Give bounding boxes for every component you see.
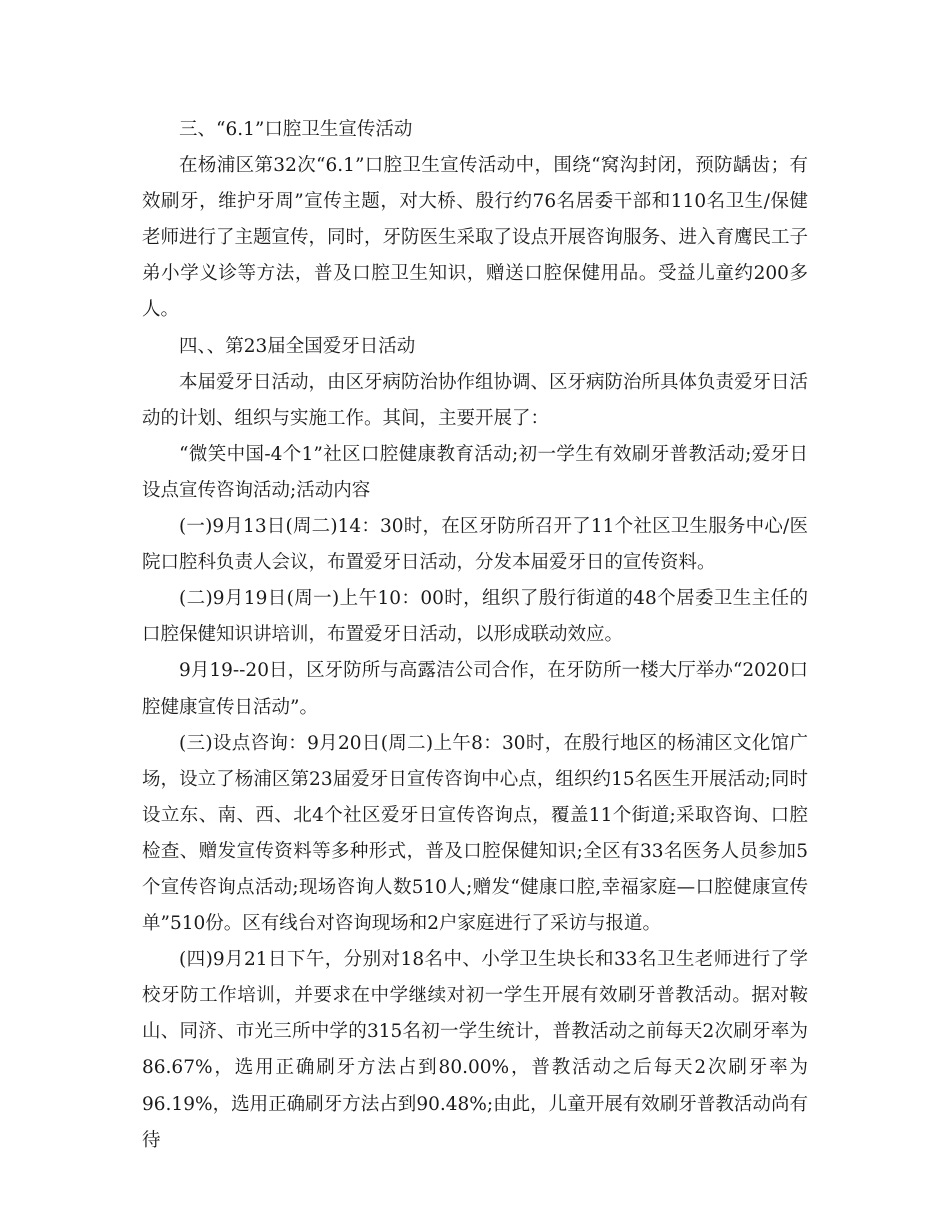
paragraph: (三)设点咨询：9月20日(周二)上午8：30时，在殷行地区的杨浦区文化馆广场，设立了杨浦区第23届爱牙日宣传咨询中心点，组织约15名医生开展活动;同时设立东、南、西、北4个社区爱牙日宣传咨询点，覆盖11个街道;采取咨询、口腔检查、赠发宣传资料等多种形式，普及口腔保健知识;全区有33名医务人员参加5个宣传咨询点活动;现场咨询人数510人;赠发“健康口腔,幸福家庭—口腔健康宣传单”510份。区有线台对咨询现场和2户家庭进行了采访与报道。 [142,732,808,935]
paragraph: (四)9月21日下午，分别对18名中、小学卫生块长和33名卫生老师进行了学校牙防工作培训，并要求在中学继续对初一学生开展有效刷牙普教活动。据对鞍山、同济、市光三所中学的315名初一学生统计，普教活动之前每天2次刷牙率为86.67%，选用正确刷牙方法占到80.00%，普教活动之后每天2次刷牙率为96.19%，选用正确刷牙方法占到90.48%;由此，儿童开展有效刷牙普教活动尚有待 [142,949,808,1151]
section-heading-3: 三、“6.1”口腔卫生宣传活动 [179,119,413,140]
paragraph: 本届爱牙日活动，由区牙病防治协作组协调、区牙病防治所具体负责爱牙日活动的计划、组织与实施工作。其间，主要开展了： [142,371,809,429]
paragraph: (二)9月19日(周一)上午10：00时，组织了殷行街道的48个居委卫生主任的口腔保健知识讲培训，布置爱牙日活动，以形成联动效应。 [142,588,808,646]
paragraph: 9月19--20日，区牙防所与高露洁公司合作，在牙防所一楼大厅举办“2020口腔健康宣传日活动”。 [142,660,808,718]
document-body [142,112,808,1159]
paragraph: (一)9月13日(周二)14：30时，在区牙防所召开了11个社区卫生服务中心/医院口腔科负责人会议，布置爱牙日活动，分发本届爱牙日的宣传资料。 [142,516,808,574]
section-heading-4: 四、、第23届全国爱牙日活动 [179,335,416,357]
paragraph: “微笑中国-4个1”社区口腔健康教育活动;初一学生有效刷牙普教活动;爱牙日设点宣传咨询活动;活动内容 [142,443,808,501]
paragraph: 在杨浦区第32次“6.1”口腔卫生宣传活动中，围绕“窝沟封闭，预防龋齿；有效刷牙，维护牙周”宣传主题，对大桥、殷行约76名居委干部和110名卫生/保健老师进行了主题宣传，同时，牙防医生采取了设点开展咨询服务、进入育鹰民工子弟小学义诊等方法，普及口腔卫生知识，赠送口腔保健用品。受益儿童约200多人。 [142,155,809,321]
